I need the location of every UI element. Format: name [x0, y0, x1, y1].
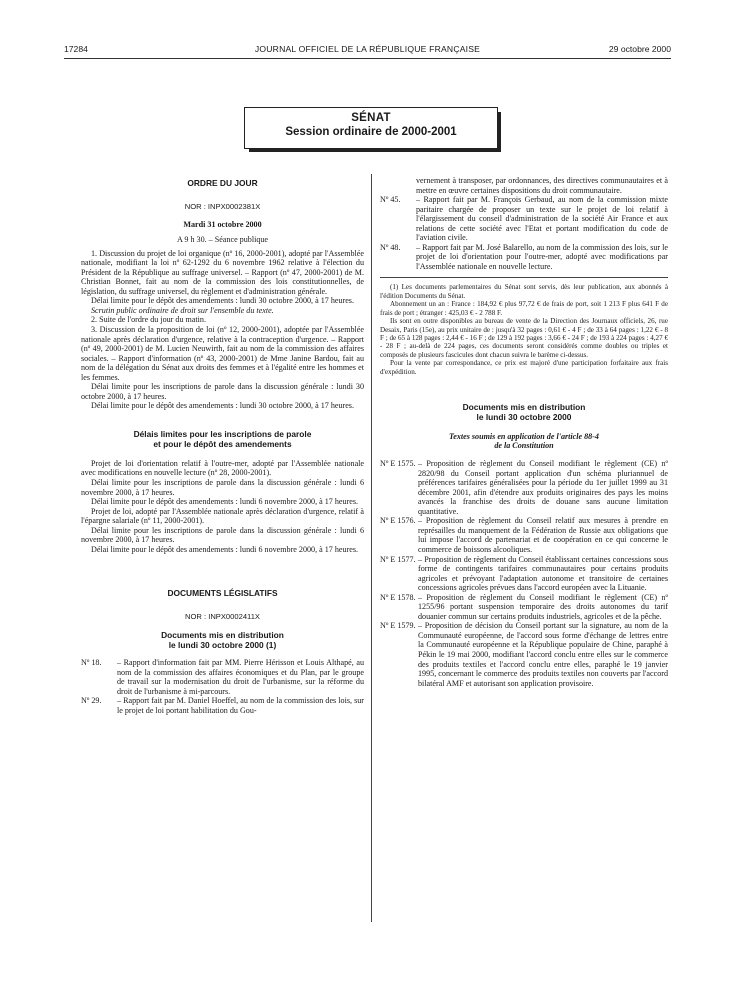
running-header [64, 44, 671, 59]
footnote-shipping: Pour la vente par correspondance, ce prix est majoré d'une participation forfaitaire aux frais d'expédition. [380, 359, 668, 376]
document-48 [380, 243, 668, 272]
document-45-number: Nº 45. [380, 195, 401, 205]
document-29-number: Nº 29. [81, 696, 102, 706]
document-e1577 [380, 555, 668, 593]
delais-epargne-amend: Délai limite pour le dépôt des amendements : lundi 6 novembre 2000, à 17 heures. [91, 544, 359, 554]
document-29 [81, 696, 364, 715]
document-e1575 [380, 459, 668, 516]
delais-outre-mer-speech: Délai limite pour les inscriptions de parole dans la discussion générale : lundi 6 novembre 2000, à 17 heures. [81, 478, 364, 497]
documents-nor-code: NOR : INPX0002411X [185, 612, 260, 622]
delais-outre-mer: Projet de loi d'orientation relatif à l'outre-mer, adopté par l'Assemblée nationale avec modifications en nouvelle lecture (nº 28, 2000-2001). [81, 458, 364, 478]
seance-time: A 9 h 30. – Séance publique [176, 235, 269, 245]
document-e1578-text: – Proposition de règlement du Conseil modifiant le règlement (CE) nº 1255/96 portant suspension temporaire des droits autonomes du tarif douanier commun sur certains produits industriels, agricoles et de la pêche. [418, 592, 668, 621]
agenda-item-3-deadline-speech: Délai limite pour les inscriptions de parole dans la discussion générale : lundi 30 octobre 2000, à 17 heures. [81, 382, 364, 401]
distribution-heading-right-line2: le lundi 30 octobre 2000 [476, 411, 572, 422]
document-45-text: – Rapport fait par M. François Gerbaud, au nom de la commission mixte paritaire chargée de proposer un texte sur le projet de loi relatif à l'élargissement du conseil d'administration de la société Air France et aux relations de cette société avec l'Etat et portant modification du code de l'aviation civile. [416, 195, 668, 243]
document-e1576-text: – Proposition de règlement du Conseil relatif aux mesures à prendre en représailles du manquement de la Fédération de Russie aux obligations que lui impose l'accord de partenariat et de coopération en ce qui concerne le commerce de boissons alcooliques. [418, 516, 668, 554]
document-e1579-number: Nº E 1579. [380, 621, 416, 631]
footnote-prices: Ils sont en outre disponibles au bureau de vente de la Direction des Journaux officiels, 26, rue Desaix, Paris (15e), au prix unitaire de : jusqu'à 32 pages : 0,61 € - 4 F ; de 33 à 64 pages : 1,22 € - 8 F ; de 65 à 128 pages : 2,44 € - 16 F ; de 129 à 192 pages : 3,66 € - 24 F ; de 193 à 224 pages : 4,27 € - 28 F ; au-delà de 224 pages, ces documents seront considérés comme doubles ou triples et composés de plusieurs fascicules dont chacun suivra le barème ci-dessus. [380, 317, 668, 359]
agenda-item-1: 1. Discussion du projet de loi organique (nº 16, 2000-2001), adopté par l'Assemblée nationale, modifiant la loi nº 62-1292 du 6 novembre 1962 relative à l'élection du Président de la République au suffrage universel. – Rapport (nº 47, 2000-2001) de M. Christian Bonnet, fait au nom de la commission des lois constitutionnelles, de législation, du suffrage universel, du règlement et d'administration générale. [81, 248, 364, 296]
title-box [244, 107, 498, 149]
document-29-continued-text: vernement à transposer, par ordonnances, des directives communautaires et à mettre en œuvre certaines dispositions du droit communautaire. [416, 176, 668, 195]
document-e1577-number: Nº E 1577. [380, 554, 416, 564]
agenda-item-2: 2. Suite de l'ordre du jour du matin. [91, 315, 206, 325]
document-e1577-text: – Proposition de règlement du Conseil établissant certaines concessions sous forme de contingents tarifaires communautaires pour certains produits agricoles et prévoyant l'adaptation autonome et transitoire de certaines concessions agricoles prévues dans l'accord européen avec la Lituanie. [418, 554, 668, 593]
document-e1578 [380, 593, 668, 622]
document-45 [380, 195, 668, 243]
session-title: Session ordinaire de 2000-2001 [285, 126, 457, 138]
nor-code: NOR : INPX0002381X [184, 202, 261, 211]
document-29-continued [380, 176, 668, 195]
document-e1579 [380, 621, 668, 688]
document-48-number: Nº 48. [380, 242, 401, 252]
delais-epargne: Projet de loi, adopté par l'Assemblée nationale après déclaration d'urgence, relatif à l'épargne salariale (nº 11, 2000-2001). [81, 506, 364, 526]
issue-date: 29 octobre 2000 [608, 44, 671, 54]
right-column [380, 176, 668, 688]
delais-outre-mer-amend: Délai limite pour le dépôt des amendements : lundi 6 novembre 2000, à 17 heures. [91, 497, 359, 507]
journal-title: JOURNAL OFFICIEL DE LA RÉPUBLIQUE FRANÇAISE [254, 44, 481, 54]
agenda-item-3: 3. Discussion de la proposition de loi (nº 12, 2000-2001), adoptée par l'Assemblée nationale après déclaration d'urgence, relative à la contraception d'urgence. – Rapport (nº 49, 2000-2001) de M. Lucien Neuwirth, fait au nom de la commission des affaires sociales. – Rapport d'information (nº 43, 2000-2001) de Mme Janine Bardou, fait au nom de la délégation du Sénat aux droits des femmes et à l'égalité entre les hommes et les femmes. [81, 325, 364, 382]
left-column [81, 178, 364, 715]
footnote-separator [380, 277, 668, 278]
document-18 [81, 658, 364, 696]
document-18-number: Nº 18. [81, 657, 102, 667]
page-number: 17284 [64, 44, 88, 54]
document-29-text: – Rapport fait par M. Daniel Hoeffel, au nom de la commission des lois, sur le projet de loi portant habilitation du Gou- [117, 696, 364, 715]
delais-epargne-speech: Délai limite pour les inscriptions de parole dans la discussion générale : lundi 6 novembre 2000, à 17 heures. [81, 525, 364, 545]
ordre-du-jour-heading: ORDRE DU JOUR [187, 178, 258, 188]
delais-heading-line2: et pour le dépôt des amendements [153, 438, 292, 449]
textes-heading-line1: Textes soumis en application de l'article 88-4 [449, 431, 599, 441]
distribution-heading-line1: Documents mis en distribution [161, 629, 284, 640]
footnote-subscription: Abonnement un an : France : 184,92 € plus 97,72 € de frais de port, soit 1 213 F plus 641 F de frais de port ; étranger : 425,03 € - 2 788 F. [380, 300, 668, 317]
agenda-item-1-scrutin: Scrutin public ordinaire de droit sur l'ensemble du texte. [91, 305, 274, 315]
column-divider [371, 174, 372, 922]
delais-heading-line1: Délais limites pour les inscriptions de parole [133, 428, 312, 439]
document-e1576 [380, 516, 668, 554]
documents-legislatifs-heading: DOCUMENTS LÉGISLATIFS [167, 588, 278, 599]
agenda-item-3-deadline-amend: Délai limite pour le dépôt des amendements : lundi 30 octobre 2000, à 17 heures. [91, 401, 354, 411]
distribution-heading-line2: le lundi 30 octobre 2000 (1) [168, 639, 277, 650]
document-e1579-text: – Proposition de décision du Conseil portant sur la signature, au nom de la Communauté européenne, de l'accord sous forme d'échange de lettres entre la Communauté européenne et la République populaire de Chine, paraphé à Pékin le 19 mai 2000, modifiant l'accord conclu entre elles sur le commerce des produits textiles et l'accord conclu entre elles, paraphé le 19 janvier 1995, concernant le commerce des produits textiles non couverts par l'accord bilatéral AMF et autorisant son application provisoire. [418, 621, 668, 688]
agenda-item-1-deadline: Délai limite pour le dépôt des amendements : lundi 30 octobre 2000, à 17 heures. [91, 296, 354, 306]
document-e1575-text: – Proposition de règlement du Conseil modifiant le règlement (CE) nº 2820/98 du Conseil portant application d'un schéma pluriannuel de préférences tarifaires généralisées pour la période du 1er juillet 1999 au 31 décembre 2001, afin d'étendre aux produits originaires des pays les moins avancés la franchise des droits de douane sans aucune limitation quantitative. [418, 459, 668, 516]
senat-title: SÉNAT [351, 112, 391, 124]
distribution-heading-right-line1: Documents mis en distribution [462, 401, 586, 412]
document-e1578-number: Nº E 1578. [380, 592, 416, 602]
document-e1576-number: Nº E 1576. [380, 516, 416, 526]
document-48-text: – Rapport fait par M. José Balarello, au nom de la commission des lois, sur le projet de loi d'orientation pour l'outre-mer, adopté avec modifications par l'Assemblée nationale en nouvelle lecture. [416, 242, 668, 271]
footnote-1: (1) Les documents parlementaires du Sénat sont servis, dès leur publication, aux abonnés à l'édition Documents du Sénat. [380, 283, 668, 300]
document-e1575-number: Nº E 1575. [380, 459, 416, 469]
textes-heading-line2: de la Constitution [494, 441, 554, 451]
session-date: Mardi 31 octobre 2000 [183, 219, 262, 229]
document-18-text: – Rapport d'information fait par MM. Pierre Hérisson et Louis Althapé, au nom de la commission des affaires économiques et du Plan, par le groupe de travail sur la modernisation du droit de l'urbanisme, sur la réforme du droit de l'urbanisme à mi-parcours. [117, 657, 364, 696]
